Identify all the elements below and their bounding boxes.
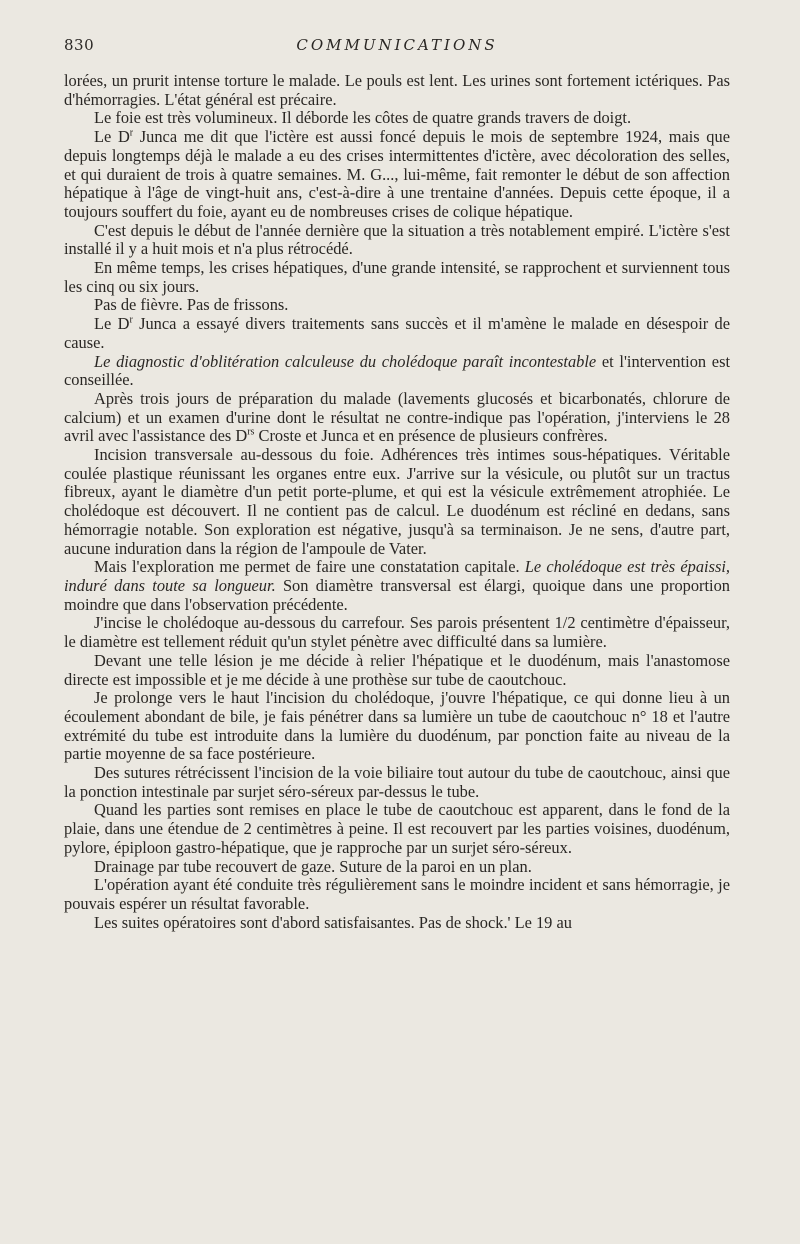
superscript: rs — [247, 426, 255, 438]
paragraph: J'incise le cholédoque au-dessous du carrefour. Ses parois présentent 1/2 centimètre d'épaisseur, le diamètre est tellement réduit qu'un stylet pénètre avec difficulté dans sa lumière. — [64, 613, 730, 652]
italic-text: Le cholédoque est très épaissi, induré dans toute sa longueur. — [64, 557, 730, 595]
text-run: Junca me dit que l'ictère est aussi foncé depuis le mois de septembre 1924, mais que depuis longtemps déjà le malade a eu des crises intermittentes d'ictère, avec décoloration des selles, et qui duraient de trois à quatre semaines. M. G..., lui-même, fait remonter le début de son affection hépatique à l'âge de vingt-huit ans, c'est-à-dire à une trentaine d'années. Depuis cette époque, il a toujours souffert du foie, ayant eu de nombreuses crises de colique hépatique. — [64, 127, 730, 221]
paragraph: C'est depuis le début de l'année dernière que la situation a très notablement empiré. L'ictère s'est installé il y a huit mois et n'a plus rétrocédé. — [64, 220, 730, 259]
paragraph — [64, 315, 730, 352]
text-run: Le D — [94, 314, 130, 334]
text-run: Mais l'exploration me permet de faire une constatation capitale. — [94, 557, 525, 577]
text-run: Croste et Junca et en présence de plusieurs confrères. — [254, 426, 608, 446]
body-text — [64, 72, 730, 932]
page-header — [64, 36, 730, 58]
paragraph: Pas de fièvre. Pas de frissons. — [94, 295, 289, 315]
text-run: et l'intervention est conseillée. — [64, 351, 730, 390]
paragraph: Incision transversale au-dessous du foie. Adhérences très intimes sous-hépatiques. Véritable coulée plastique réunissant les organes entre eux. J'arrive sur la vésicule, ou plutôt sur un tractus fibreux, ayant le diamètre d'un petit porte-plume, et qui est la vésicule extrêmement atrophiée. Le cholédoque est découvert. Il ne contient pas de calcul. Le duodénum est récliné en dedans, sans hémorragie notable. Son exploration est négative, jusqu'à sa terminaison. Je ne sens, d'autre part, aucune induration dans la région de l'ampoule de Vater. — [64, 445, 730, 558]
superscript: r — [129, 127, 134, 139]
text-run: Après trois jours de préparation du malade (lavements glucosés et bicarbonatés, chlorure de calcium) et un examen d'urine dont le résultat ne contre-indique pas l'opération, j'interviens le 28 avril avec l'assistance des D — [64, 388, 730, 446]
paragraph: En même temps, les crises hépatiques, d'une grande intensité, se rapprochent et surviennent tous les cinq ou six jours. — [64, 258, 730, 296]
paragraph — [64, 128, 730, 222]
text-run: Junca a essayé divers traitements sans succès et il m'amène le malade en désespoir de cause. — [64, 314, 730, 352]
paragraph: Le foie est très volumineux. Il déborde les côtes de quatre grands travers de doigt. — [94, 108, 632, 128]
text-run: Son diamètre transversal est élargi, quoique dans une proportion moindre que dans l'observation précédente. — [64, 575, 730, 614]
paragraph — [64, 558, 730, 614]
paragraph: Je prolonge vers le haut l'incision du cholédoque, j'ouvre l'hépatique, ce qui donne lieu à un écoulement abondant de bile, je fais pénétrer dans sa lumière un tube de caoutchouc n° 18 et l'autre extrémité du tube est introduite dans la lumière du duodénum, par ponction faite au niveau de la partie moyenne de sa face postérieure. — [64, 688, 730, 764]
paragraph: Des sutures rétrécissent l'incision de la voie biliaire tout autour du tube de caoutchouc, ainsi que la ponction intestinale par surjet séro-séreux par-dessus le tube. — [64, 763, 730, 801]
italic-text: Le diagnostic d'oblitération calculeuse du cholédoque paraît incontestable — [94, 351, 597, 371]
paragraph: Drainage par tube recouvert de gaze. Suture de la paroi en un plan. — [94, 856, 532, 876]
paragraph — [64, 390, 730, 446]
text-run: Le D — [94, 127, 130, 147]
paragraph: Les suites opératoires sont d'abord satisfaisantes. Pas de shock.' Le 19 au — [94, 912, 572, 932]
paragraph: L'opération ayant été conduite très régulièrement sans le moindre incident et sans hémorragie, je pouvais espérer un résultat favorable. — [64, 875, 730, 913]
running-title: COMMUNICATIONS — [296, 36, 498, 54]
page-number: 830 — [64, 36, 95, 54]
paragraph: lorées, un prurit intense torture le malade. Le pouls est lent. Les urines sont fortement ictériques. Pas d'hémorragies. L'état général est précaire. — [64, 71, 730, 109]
paragraph: Quand les parties sont remises en place le tube de caoutchouc est apparent, dans le fond de la plaie, dans une étendue de 2 centimètres à peine. Il est recouvert par les parties voisines, duodénum, pylore, épiploon gastro-hépatique, que je rapproche par un surjet séro-séreux. — [64, 800, 730, 857]
paragraph — [64, 353, 730, 390]
superscript: r — [129, 314, 133, 326]
paragraph: Devant une telle lésion je me décide à relier l'hépatique et le duodénum, mais l'anastomose directe est impossible et je me décide à une prothèse sur tube de caoutchouc. — [64, 650, 730, 689]
